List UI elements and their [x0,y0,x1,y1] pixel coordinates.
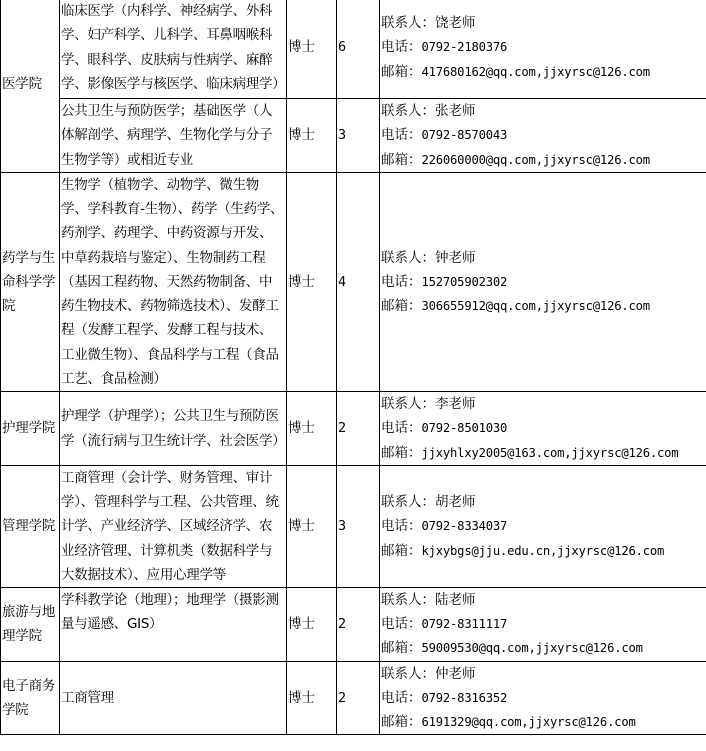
contact-email: 邮箱：jjxyhlxy2005@163.com,jjxyrsc@126.com [381,444,679,461]
contact-person: 联系人：李老师 [381,396,476,413]
major-cell: 工商管理（会计学、财务管理、审计学）、管理科学与工程、公共管理、统计学、产业经济学、区域经济学、农业经济管理、计算机类（数据科学与大数据技术）、应用心理学等 [60,466,287,588]
degree-cell: 博士 [287,0,337,99]
contact-email: 邮箱：226060000@qq.com,jjxyrsc@126.com [381,151,650,168]
contact-phone: 电话：0792-8501030 [381,420,508,437]
table-row [1,392,706,466]
count-cell: 2 [337,661,380,735]
major-cell: 生物学（植物学、动物学、微生物学、学科教育-生物）、药学（生药学、药剂学、药理学、中药资源与开发、中草药栽培与鉴定）、生物制药工程（基因工程药物、天然药物制备、中药生物技术、药物筛选技术）、发酵工程（发酵工程学、发酵工程与技术、工业微生物）、食品科学与工程（食品工艺、食品检测） [60,173,287,392]
major-cell: 公共卫生与预防医学；基础医学（人体解剖学、病理学、生物化学与分子生物学等）或相近专业 [60,99,287,173]
college-cell: 护理学院 [1,392,60,466]
count-cell: 4 [337,173,380,392]
table-row [1,99,706,173]
contact-email: 邮箱：59009530@qq.com,jjxyrsc@126.com [381,640,643,657]
major-cell: 学科教学论（地理）；地理学（摄影测量与遥感、GIS） [60,588,287,662]
degree-cell: 博士 [287,99,337,173]
table-row [1,661,706,735]
contact-email: 邮箱：6191329@qq.com,jjxyrsc@126.com [381,714,636,731]
count-cell: 2 [337,588,380,662]
contact-phone: 电话：152705902302 [381,273,508,290]
contact-person: 联系人：钟老师 [381,249,476,266]
contact-cell [380,466,706,588]
degree-cell: 博士 [287,466,337,588]
contact-cell [380,173,706,392]
college-cell [1,0,60,173]
contact-person: 联系人：饶老师 [381,15,476,32]
college-cell: 药学与生命科学学院 [1,173,60,392]
table-row [1,466,706,588]
major-cell: 护理学（护理学）；公共卫生与预防医学（流行病与卫生统计学、社会医学） [60,392,287,466]
college-cell: 旅游与地理学院 [1,588,60,662]
contact-cell [380,661,706,735]
table-row [1,173,706,392]
count-cell: 6 [337,0,380,99]
count-cell: 3 [337,466,380,588]
contact-phone: 电话：0792-8570043 [381,127,508,144]
contact-person: 联系人：陆老师 [381,592,476,609]
contact-email: 邮箱：306655912@qq.com,jjxyrsc@126.com [381,298,650,315]
count-cell: 2 [337,392,380,466]
degree-cell: 博士 [287,661,337,735]
contact-phone: 电话：0792-8334037 [381,518,508,535]
degree-cell: 博士 [287,588,337,662]
major-cell: 临床医学（内科学、神经病学、外科学、妇产科学、儿科学、耳鼻咽喉科学、眼科学、皮肤病与性病学、麻醉学、影像医学与核医学、临床病理学） [60,0,287,99]
count-cell: 3 [337,99,380,173]
degree-cell: 博士 [287,392,337,466]
degree-cell: 博士 [287,173,337,392]
contact-cell [380,392,706,466]
college-cell: 管理学院 [1,466,60,588]
contact-person: 联系人：胡老师 [381,494,476,511]
contact-cell [380,0,706,99]
contact-email: 邮箱：417680162@qq.com,jjxyrsc@126.com [381,63,650,80]
contact-phone: 电话：0792-8311117 [381,616,508,633]
contact-email: 邮箱：kjxybgs@jju.edu.cn,jjxyrsc@126.com [381,542,665,559]
table-row [1,588,706,662]
college-name: 医学院 [2,76,42,93]
contact-person: 联系人：仲老师 [381,665,476,682]
major-cell: 工商管理 [60,661,287,735]
college-cell: 电子商务学院 [1,661,60,735]
contact-cell [380,99,706,173]
contact-phone: 电话：0792-2180376 [381,39,508,56]
contact-phone: 电话：0792-8316352 [381,689,508,706]
contact-cell [380,588,706,662]
table-row [1,0,706,99]
contact-person: 联系人：张老师 [381,103,476,120]
